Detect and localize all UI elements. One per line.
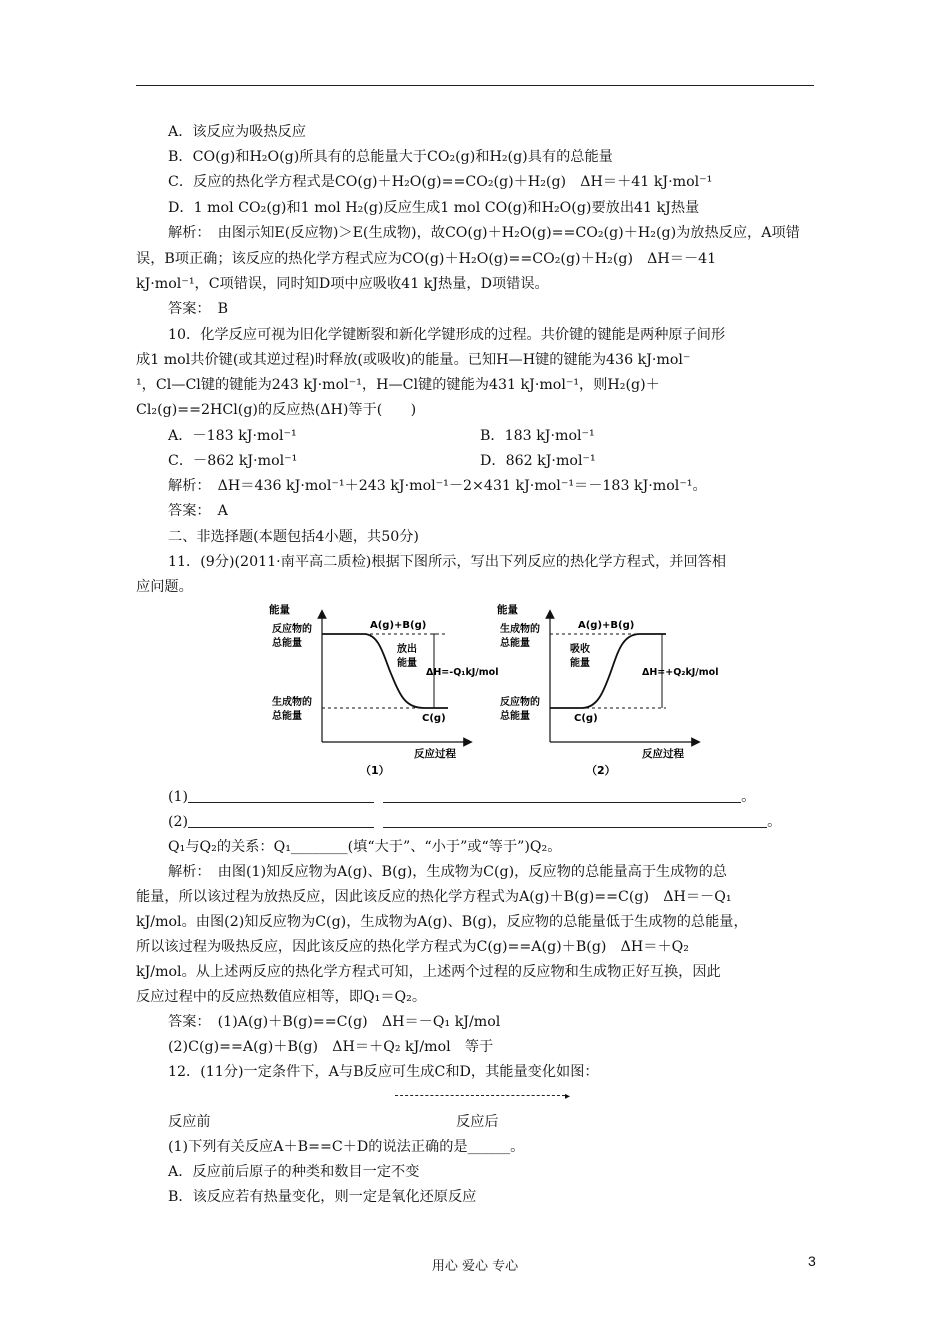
q9-explanation-line-2: 误，B项正确；该反应的热化学方程式应为CO(g)＋H₂O(g)==CO₂(g)＋H₂(g) ΔH＝－41	[136, 251, 717, 267]
species-bottom: C(g)	[574, 713, 598, 724]
high-energy-label: 总能量	[272, 638, 302, 649]
q12-subquestion-1: (1)下列有关反应A＋B==C＋D的说法正确的是______。	[168, 1139, 525, 1155]
q11-explanation-line-1: 解析： 由图(1)知反应物为A(g)、B(g)，生成物为C(g)，反应物的总能量高于生成物的总	[168, 864, 727, 880]
answer-blank[interactable]	[188, 789, 374, 803]
q11-explanation-line-6: 反应过程中的反应热数值应相等，即Q₁＝Q₂。	[136, 989, 427, 1005]
process-label: 放出	[397, 644, 417, 655]
x-axis-label: 反应过程	[414, 748, 456, 760]
blank-label: (1)	[168, 789, 189, 805]
q12-option-a: A．反应前后原子的种类和数目一定不变	[168, 1164, 420, 1180]
low-energy-label: 总能量	[272, 711, 302, 722]
high-energy-label: 生成物的	[500, 624, 540, 635]
q10-option-a: A．－183 kJ·mol⁻¹	[168, 428, 297, 444]
process-label: 能量	[570, 658, 590, 669]
page-number: 3	[808, 1253, 816, 1269]
species-bottom: C(g)	[422, 713, 446, 724]
answer-blank[interactable]	[188, 814, 374, 828]
q9-option-b: B．CO(g)和H₂O(g)所具有的总能量大于CO₂(g)和H₂(g)具有的总能量	[168, 149, 613, 165]
low-energy-label: 生成物的	[272, 697, 312, 708]
y-axis-label: 能量	[269, 604, 290, 616]
figure-caption: （1）	[360, 764, 390, 777]
answer-blank[interactable]	[383, 814, 767, 828]
q11-stem-line-1: 11．(9分)(2011·南平高二质检)根据下图所示，写出下列反应的热化学方程式，并回答相	[168, 554, 727, 570]
q10-stem-line-2: 成1 mol共价键(或其逆过程)时释放(或吸收)的能量。已知H—H键的键能为436 kJ·mol⁻	[136, 352, 691, 368]
species-top: A(g)+B(g)	[370, 620, 427, 631]
q12-after-label: 反应后	[456, 1114, 499, 1130]
q11-relation: Q₁与Q₂的关系：Q₁________(填“大于”、“小于”或“等于”)Q₂。	[168, 839, 562, 855]
process-label: 吸收	[570, 644, 590, 655]
q10-explanation: 解析： ΔH＝436 kJ·mol⁻¹＋243 kJ·mol⁻¹－2×431 kJ·mol⁻¹＝－183 kJ·mol⁻¹。	[168, 478, 707, 494]
q9-answer: 答案： B	[168, 301, 229, 317]
high-energy-label: 总能量	[500, 638, 530, 649]
q10-option-b: B．183 kJ·mol⁻¹	[480, 428, 595, 444]
header-rule	[136, 85, 814, 86]
figure-caption: （2）	[586, 764, 616, 777]
q9-option-d: D．1 mol CO₂(g)和1 mol H₂(g)反应生成1 mol CO(g)和H₂O(g)要放出41 kJ热量	[168, 200, 700, 216]
q12-stem: 12．(11分)一定条件下，A与B反应可生成C和D，其能量变化如图：	[168, 1064, 599, 1080]
low-energy-label: 总能量	[500, 711, 530, 722]
q11-blank-line-2: (2) 。	[168, 814, 782, 830]
q11-explanation-line-3: kJ/mol。由图(2)知反应物为C(g)，生成物为A(g)、B(g)，反应物的总能量低于生成物的总能量，	[136, 914, 748, 930]
delta-h-label: ΔH=+Q₂kJ/mol	[642, 667, 719, 678]
q10-option-d: D．862 kJ·mol⁻¹	[480, 453, 596, 469]
section-title: 二、非选择题(本题包括4小题，共50分)	[168, 529, 419, 545]
q11-blank-line-1: (1) 。	[168, 789, 756, 805]
process-label: 能量	[397, 658, 417, 669]
q11-explanation-line-5: kJ/mol。从上述两反应的热化学方程式可知，上述两个过程的反应物和生成物正好互换，因此	[136, 964, 721, 980]
page-footer: 用心 爱心 专心	[431, 1259, 519, 1274]
q12-before-label: 反应前	[168, 1114, 211, 1130]
species-top: A(g)+B(g)	[578, 620, 635, 631]
q11-explanation-line-4: 所以该过程为吸热反应，因此该反应的热化学方程式为C(g)==A(g)＋B(g) ΔH＝＋Q₂	[136, 939, 689, 955]
q11-explanation-line-2: 能量，所以该过程为放热反应，因此该反应的热化学方程式为A(g)＋B(g)==C(g) ΔH＝－Q₁	[136, 889, 732, 905]
q10-answer: 答案： A	[168, 503, 228, 519]
q10-stem-line-3: ¹，Cl—Cl键的键能为243 kJ·mol⁻¹，H—Cl键的键能为431 kJ·mol⁻¹，则H₂(g)＋	[136, 377, 660, 393]
q12-option-b: B．该反应若有热量变化，则一定是氧化还原反应	[168, 1189, 477, 1205]
q9-explanation-line-3: kJ·mol⁻¹，C项错误，同时知D项中应吸收41 kJ热量，D项错误。	[136, 276, 549, 292]
low-energy-label: 反应物的	[500, 697, 540, 708]
y-axis-label: 能量	[497, 604, 518, 616]
q10-option-c: C．－862 kJ·mol⁻¹	[168, 453, 298, 469]
high-energy-label: 反应物的	[272, 624, 312, 635]
energy-diagram-endothermic	[490, 600, 719, 778]
blank-label: (2)	[168, 814, 189, 830]
q9-option-a: A．该反应为吸热反应	[168, 124, 306, 140]
q11-answer-line-1: 答案： (1)A(g)＋B(g)==C(g) ΔH＝－Q₁ kJ/mol	[168, 1014, 501, 1030]
answer-blank[interactable]	[383, 789, 741, 803]
reaction-arrow: ▸	[395, 1088, 570, 1106]
q10-stem-line-4: Cl₂(g)==2HCl(g)的反应热(ΔH)等于( )	[136, 402, 417, 418]
q9-explanation-line-1: 解析： 由图示知E(反应物)＞E(生成物)，故CO(g)＋H₂O(g)==CO₂(g)＋H₂(g)为放热反应，A项错	[168, 225, 800, 241]
energy-diagram-exothermic	[262, 600, 499, 778]
q11-stem-line-2: 应问题。	[136, 579, 193, 595]
q11-answer-line-2: (2)C(g)==A(g)＋B(g) ΔH＝＋Q₂ kJ/mol 等于	[168, 1039, 494, 1055]
q10-stem-line-1: 10．化学反应可视为旧化学键断裂和新化学键形成的过程。共价键的键能是两种原子间形	[168, 327, 726, 343]
x-axis-label: 反应过程	[642, 748, 684, 760]
delta-h-label: ΔH=-Q₁kJ/mol	[426, 667, 499, 678]
q9-option-c: C．反应的热化学方程式是CO(g)＋H₂O(g)==CO₂(g)＋H₂(g) ΔH＝＋41 kJ·mol⁻¹	[168, 174, 713, 190]
